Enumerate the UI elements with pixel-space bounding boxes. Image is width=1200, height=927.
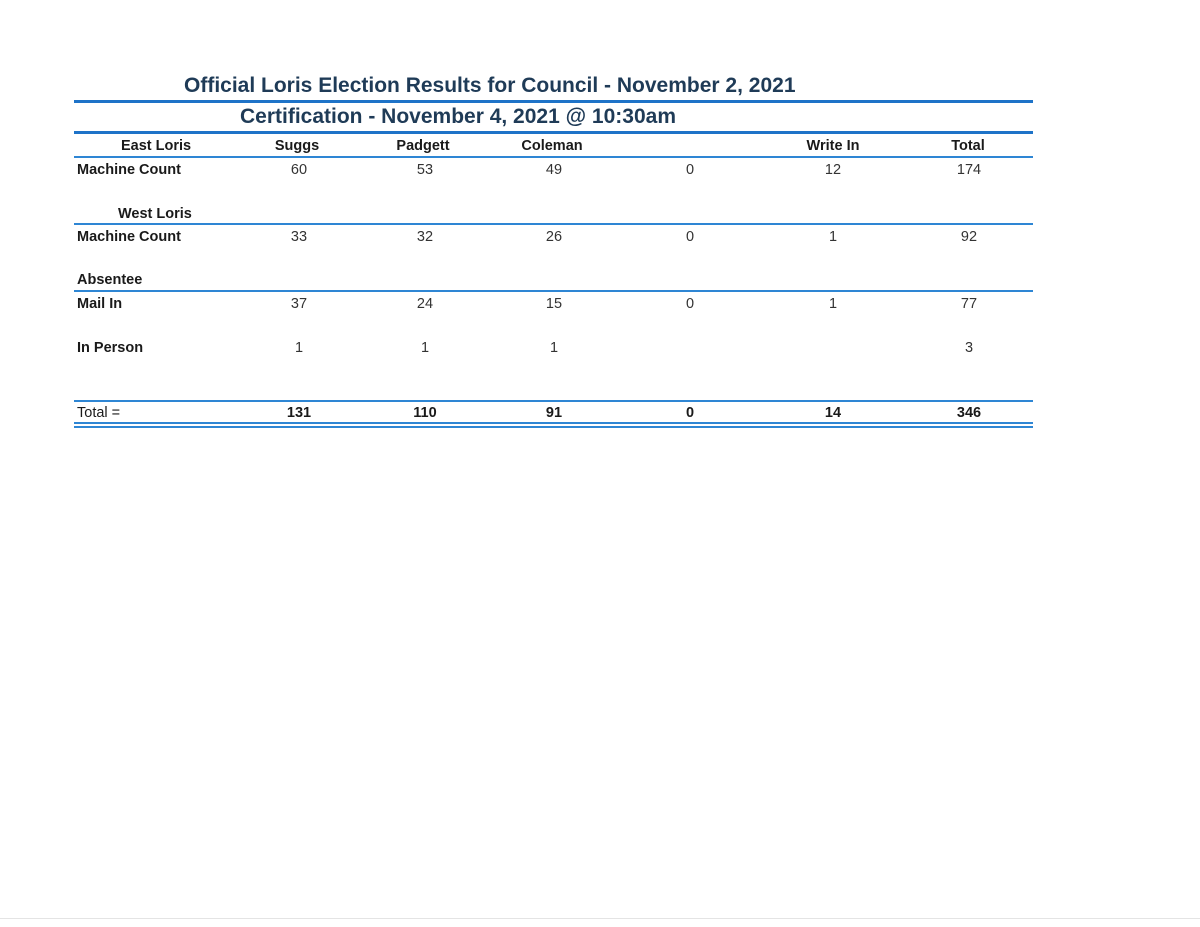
cell-padgett: 24 xyxy=(416,296,434,312)
header-padgett: Padgett xyxy=(396,138,450,154)
cell-suggs: 60 xyxy=(290,162,308,178)
cell-padgett: 110 xyxy=(413,405,437,421)
total-double-rule-top xyxy=(74,422,1033,424)
total-top-rule xyxy=(74,400,1033,402)
west-rule xyxy=(74,223,1033,225)
total-double-rule-bottom xyxy=(74,426,1033,428)
scan-edge-line xyxy=(0,918,1200,919)
cell-padgett: 53 xyxy=(416,162,434,178)
cell-blank: 0 xyxy=(685,162,695,178)
cell-write-in: 12 xyxy=(824,162,842,178)
section-west-loris: West Loris xyxy=(118,206,192,222)
cell-coleman: 15 xyxy=(545,296,563,312)
row-label: Mail In xyxy=(77,296,123,312)
cell-write-in: 1 xyxy=(828,229,838,245)
cell-coleman: 91 xyxy=(545,405,563,421)
title-rule xyxy=(74,100,1033,103)
row-label: Machine Count xyxy=(77,162,181,178)
cell-total: 346 xyxy=(956,405,982,421)
document-subtitle: Certification - November 4, 2021 @ 10:30am xyxy=(240,105,676,128)
header-suggs: Suggs xyxy=(274,138,320,154)
cell-blank: 0 xyxy=(685,296,695,312)
row-label: In Person xyxy=(77,340,144,356)
subtitle-rule xyxy=(74,131,1033,134)
header-section-east-loris: East Loris xyxy=(121,138,192,154)
cell-coleman: 1 xyxy=(549,340,559,356)
cell-suggs: 33 xyxy=(290,229,308,245)
row-label: Total = xyxy=(77,405,121,421)
cell-total: 92 xyxy=(960,229,978,245)
header-write-in: Write In xyxy=(806,138,860,154)
header-total: Total xyxy=(951,138,985,154)
header-rule xyxy=(74,156,1033,158)
cell-coleman: 49 xyxy=(545,162,563,178)
cell-blank: 0 xyxy=(685,229,695,245)
cell-write-in: 1 xyxy=(828,296,838,312)
cell-total: 174 xyxy=(956,162,982,178)
cell-total: 77 xyxy=(960,296,978,312)
section-absentee: Absentee xyxy=(77,272,143,288)
cell-blank: 0 xyxy=(685,405,695,421)
cell-write-in: 14 xyxy=(824,405,842,421)
absentee-rule xyxy=(74,290,1033,292)
row-label: Machine Count xyxy=(77,229,181,245)
cell-suggs: 37 xyxy=(290,296,308,312)
cell-coleman: 26 xyxy=(545,229,563,245)
cell-padgett: 1 xyxy=(420,340,430,356)
document-title: Official Loris Election Results for Council - November 2, 2021 xyxy=(184,74,796,97)
header-coleman: Coleman xyxy=(521,138,583,154)
cell-total: 3 xyxy=(964,340,974,356)
cell-suggs: 1 xyxy=(294,340,304,356)
cell-padgett: 32 xyxy=(416,229,434,245)
cell-suggs: 131 xyxy=(286,405,312,421)
